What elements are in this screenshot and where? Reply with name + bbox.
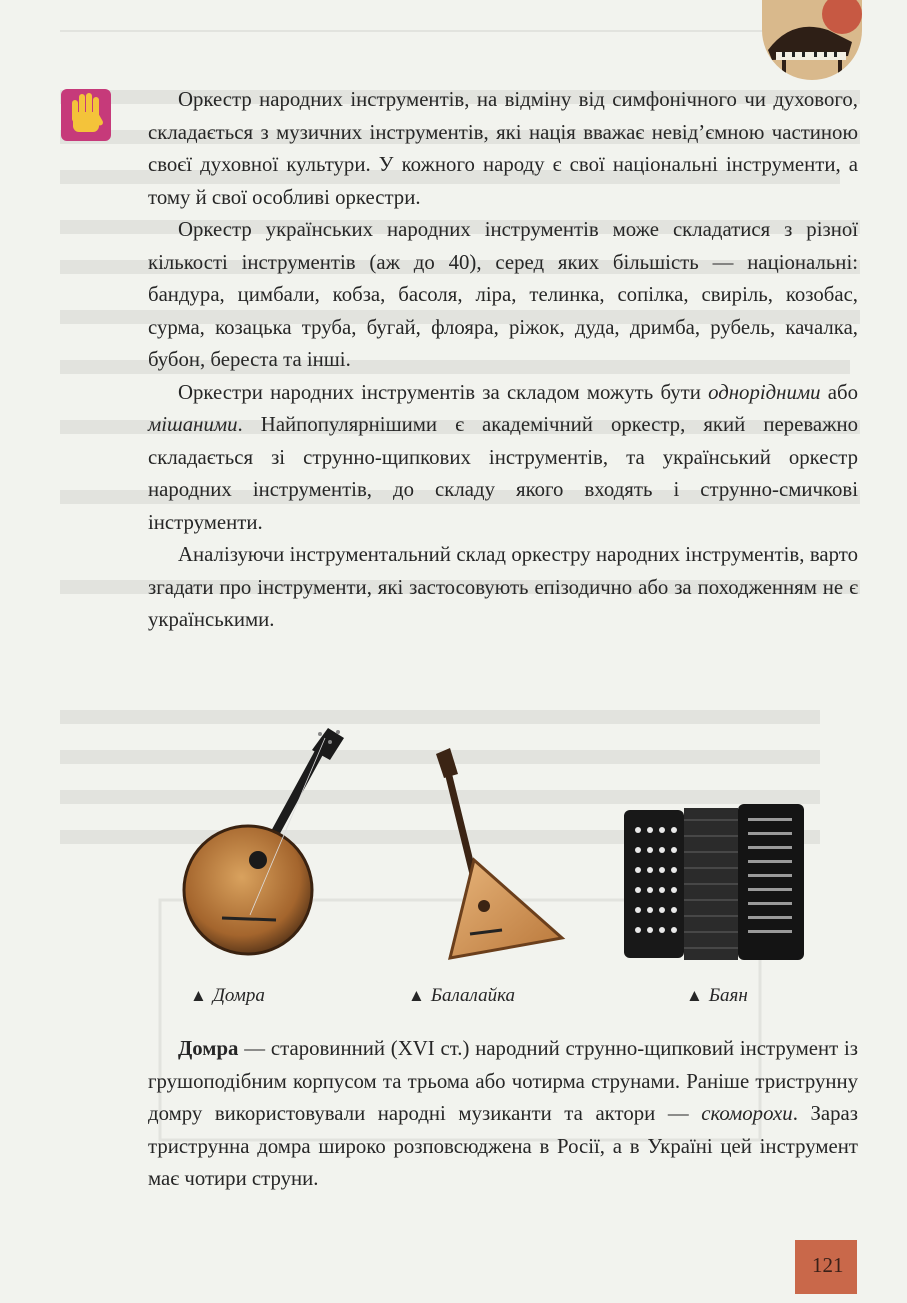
- term-skomorokhy: скоморохи: [701, 1102, 793, 1125]
- paragraph-domra: [148, 1033, 858, 1196]
- term-domra: Домра: [178, 1037, 239, 1060]
- caption-domra-label: Домра: [212, 985, 265, 1006]
- triangle-marker-icon: ▲: [408, 986, 425, 1005]
- term-mixed: мішаними: [148, 413, 238, 436]
- types-text-2: або: [820, 380, 858, 404]
- caption-bayan: [686, 985, 748, 1007]
- domra-image: [180, 720, 360, 960]
- main-text: [148, 84, 858, 637]
- caption-bayan-label: Баян: [708, 985, 748, 1006]
- types-text-1: Оркестри народних інструментів за складом можуть бути: [178, 380, 709, 404]
- caption-balalaika: [408, 985, 515, 1007]
- term-homogeneous: однорідними: [708, 380, 821, 404]
- paragraph-non-ukrainian: Аналізуючи інструментальний склад оркестру народних інструментів, варто згадати про інструменти, які застосовують епізодично або за походженням не є українськими.: [148, 543, 858, 631]
- caption-balalaika-label: Балалайка: [430, 985, 515, 1006]
- paragraph-ukrainian-orchestra: Оркестр українських народних інструментів може складатися з різної кількості інструментів (аж до 40), серед яких більшість — національні: бандура, цимбали, кобза, басоля, ліра, телинка, сопілка, свиріль, козобас, сурма, козацька труба, бугай, флояра, ріжок, дуда, дримба, рубель, качалка, бубон, береста та інші.: [148, 218, 858, 371]
- types-text-3: . Найпопулярнішими є академічний оркестр, який переважно складається зі струнно-щипкових інструментів, та український оркестр народних інструментів, до складу якого входять і струнно-смичкові інструменти.: [148, 413, 858, 534]
- domra-description: [148, 1033, 858, 1196]
- stop-hand-icon: [60, 88, 112, 142]
- balalaika-image: [430, 748, 580, 968]
- piano-illustration: [762, 0, 862, 80]
- paragraph-orchestra-types: [148, 377, 858, 540]
- page-number: 121: [812, 1253, 844, 1277]
- triangle-marker-icon: ▲: [686, 986, 703, 1005]
- domra-text-2: . Зараз триструнна домра широко розповсюджена в Росії, а в Україні цей інструмент має чотири струни.: [148, 1102, 858, 1190]
- triangle-marker-icon: ▲: [190, 986, 207, 1005]
- paragraph-orchestra-intro: Оркестр народних інструментів, на відміну від симфонічного чи духового, складається з музичних інструментів, які нація вважає невід’ємною частиною своєї духовної культури. У кожного народу є свої національні інструменти, а тому й свої особливі оркестри.: [148, 88, 858, 209]
- caption-domra: [190, 985, 265, 1007]
- domra-text-1: — старовинний (XVI ст.) народний струнно-щипковий інструмент із грушоподібним корпусом та трьома або чотирма струнами. Раніше триструнну домру використовували народні музиканти та актори —: [148, 1037, 858, 1125]
- bayan-image: [620, 800, 810, 965]
